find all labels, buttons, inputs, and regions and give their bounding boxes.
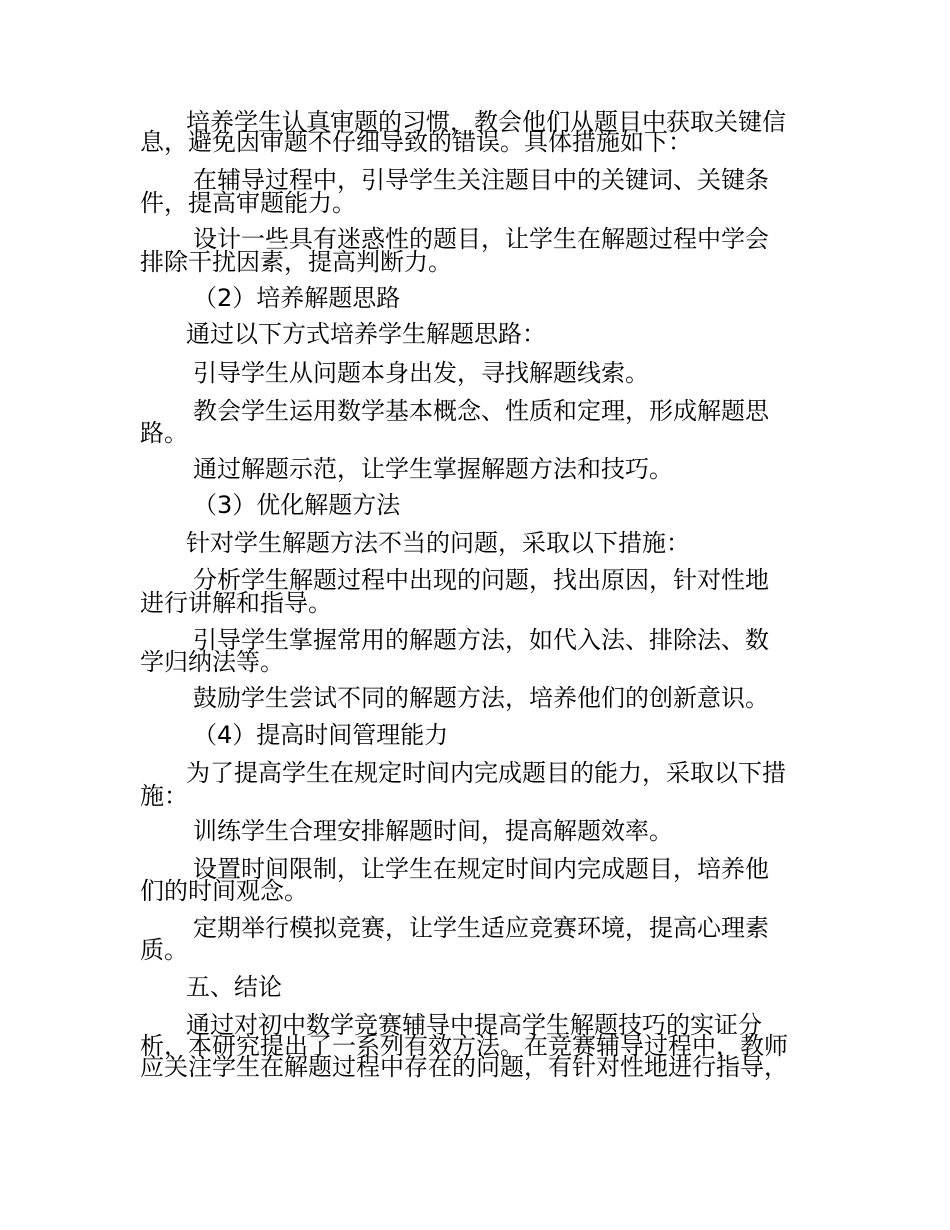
- text-line: 排除干扰因素，提高判断力。: [140, 248, 452, 276]
- text-line: 应关注学生在解题过程中存在的问题，有针对性地进行指导，: [140, 1053, 788, 1081]
- text-line: 定期举行模拟竞赛，让学生适应竞赛环境，提高心理素: [193, 914, 769, 942]
- text-line: 学归纳法等。: [140, 648, 284, 676]
- text-line: 们的时间观念。: [140, 877, 308, 905]
- text-line: 鼓励学生尝试不同的解题方法，培养他们的创新意识。: [193, 684, 769, 712]
- text-line: 件，提高审题能力。: [140, 189, 356, 217]
- text-line: 施：: [140, 782, 188, 810]
- text-line: 设置时间限制，让学生在规定时间内完成题目，培养他: [193, 855, 769, 883]
- text-line: 通过以下方式培养学生解题思路：: [186, 320, 546, 348]
- section-heading: （2）培养解题思路: [193, 284, 401, 312]
- section-heading: （3）优化解题方法: [193, 491, 401, 519]
- text-line: 训练学生合理安排解题时间，提高解题效率。: [193, 817, 673, 845]
- text-line: 路。: [140, 419, 188, 447]
- text-line: 教会学生运用数学基本概念、性质和定理，形成解题思: [193, 397, 769, 425]
- text-line: 质。: [140, 936, 188, 964]
- text-line: 针对学生解题方法不当的问题，采取以下措施：: [186, 529, 690, 557]
- text-line: 通过解题示范，让学生掌握解题方法和技巧。: [193, 455, 673, 483]
- text-line: 通过对初中数学竞赛辅导中提高学生解题技巧的实证分: [186, 1011, 762, 1039]
- text-line: 设计一些具有迷惑性的题目，让学生在解题过程中学会: [193, 225, 769, 253]
- text-line: 息，避免因审题不仔细导致的错误。具体措施如下：: [140, 128, 692, 156]
- section-heading: 五、结论: [186, 973, 282, 1001]
- text-line: 在辅导过程中，引导学生关注题目中的关键词、关键条: [193, 166, 769, 194]
- text-line: 培养学生认真审题的习惯，教会他们从题目中获取关键信: [186, 108, 786, 136]
- section-heading: （4）提高时间管理能力: [193, 721, 449, 749]
- text-line: 进行讲解和指导。: [140, 589, 332, 617]
- text-line: 引导学生从问题本身出发，寻找解题线索。: [193, 359, 649, 387]
- text-line: 引导学生掌握常用的解题方法，如代入法、排除法、数: [193, 626, 769, 654]
- text-line: 析，本研究提出了一系列有效方法。在竞赛辅导过程中，教师: [140, 1032, 788, 1060]
- text-line: 为了提高学生在规定时间内完成题目的能力，采取以下措: [186, 759, 786, 787]
- text-line: 分析学生解题过程中出现的问题，找出原因，针对性地: [193, 566, 769, 594]
